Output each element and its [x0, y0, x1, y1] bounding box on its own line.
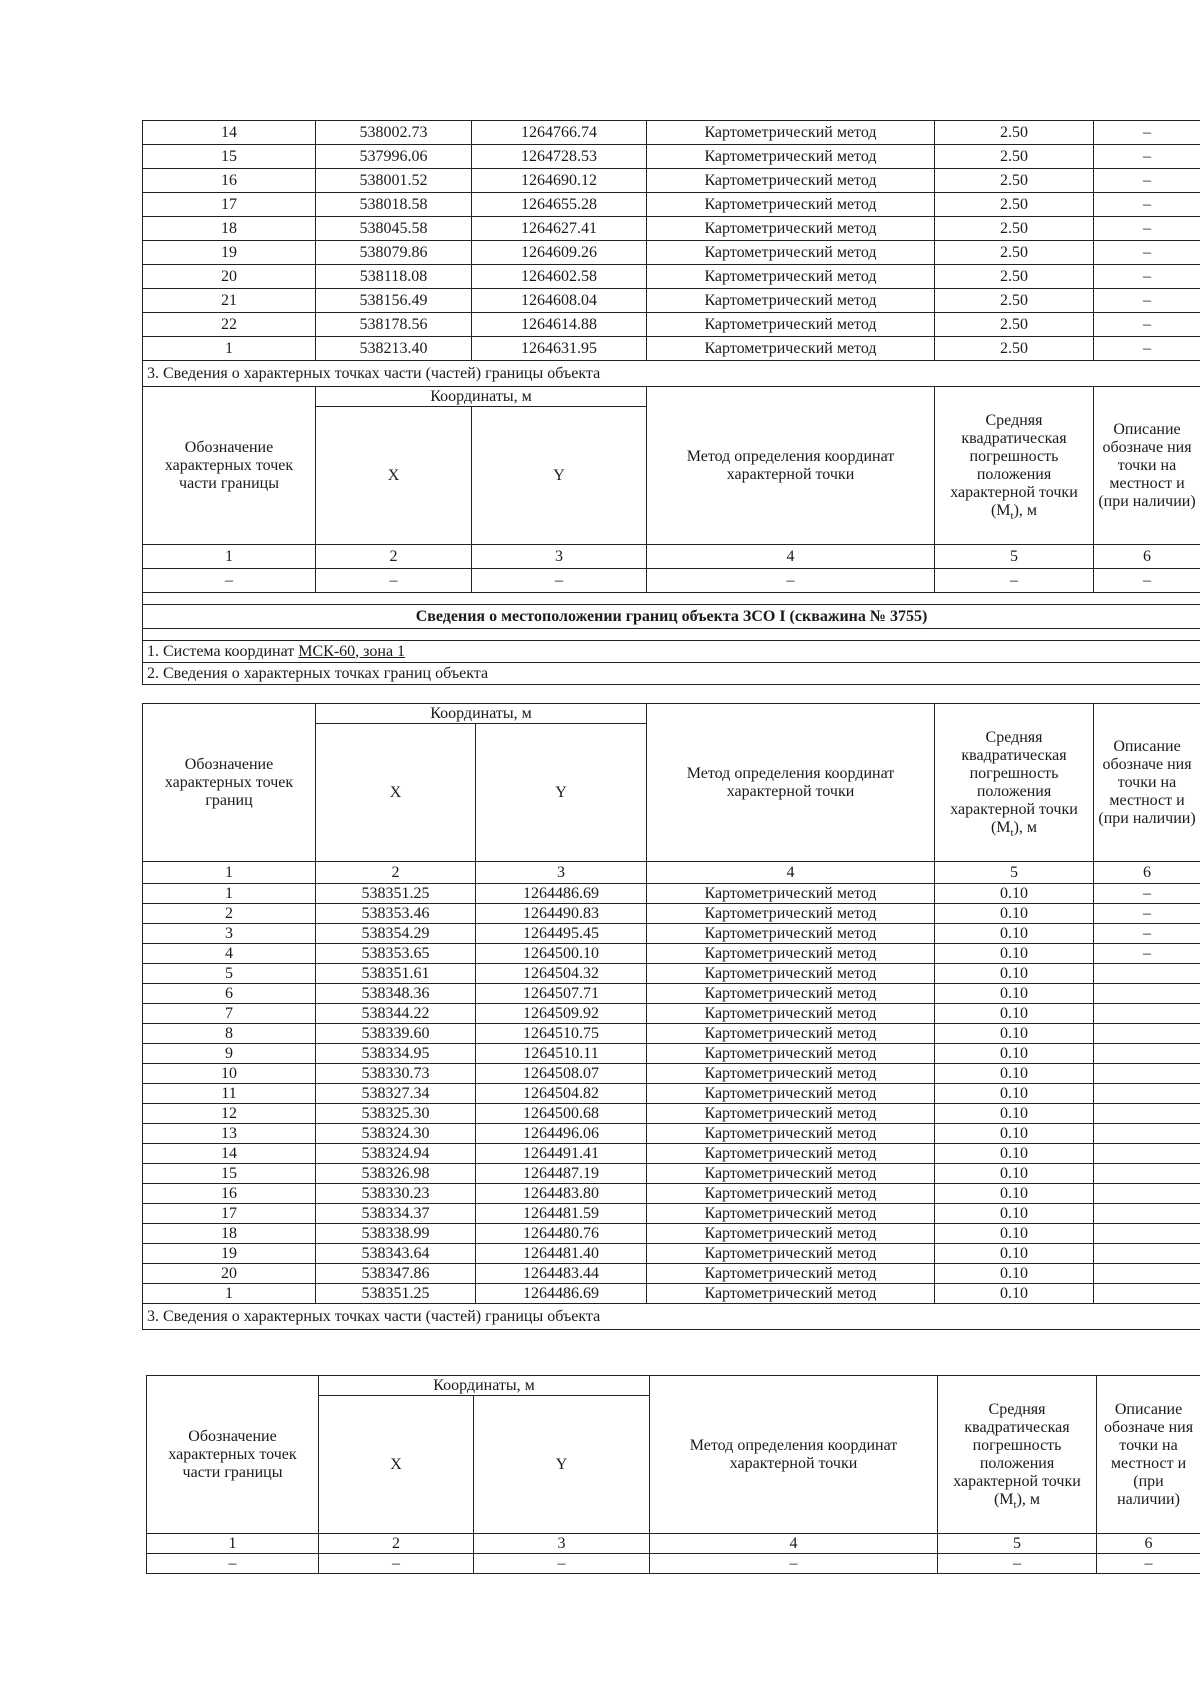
table-row — [143, 1084, 1200, 1104]
method: Картометрический метод — [647, 1204, 935, 1224]
coord-x: 538353.65 — [316, 944, 476, 964]
coord-x: 538348.36 — [316, 984, 476, 1004]
empty-dash: – — [1094, 569, 1200, 593]
coord-y: 1264481.40 — [476, 1244, 647, 1264]
col-number: 4 — [647, 545, 935, 569]
coord-x: 538353.46 — [316, 904, 476, 924]
coord-x: 538178.56 — [316, 313, 472, 337]
error-value: 0.10 — [935, 1284, 1094, 1304]
header-error-sub: t — [1010, 509, 1014, 522]
coord-y: 1264500.68 — [476, 1104, 647, 1124]
zso-points-body — [143, 884, 1200, 1304]
error-value: 2.50 — [935, 265, 1094, 289]
coord-y: 1264481.59 — [476, 1204, 647, 1224]
coord-x: 538324.30 — [316, 1124, 476, 1144]
coord-y: 1264609.26 — [472, 241, 647, 265]
method: Картометрический метод — [647, 1124, 935, 1144]
description: – — [1094, 884, 1200, 904]
point-number: 16 — [143, 169, 316, 193]
table-row — [143, 241, 1200, 265]
coord-x: 538351.25 — [316, 884, 476, 904]
empty-dash: – — [147, 1554, 319, 1574]
coord-y: 1264480.76 — [476, 1224, 647, 1244]
coord-y: 1264510.75 — [476, 1024, 647, 1044]
method: Картометрический метод — [647, 964, 935, 984]
header-error-main: Средняя квадратическая погрешность положения характерной точки (M — [953, 1400, 1081, 1508]
table-row — [143, 1004, 1200, 1024]
col-number: 1 — [147, 1534, 319, 1554]
error-value: 2.50 — [935, 289, 1094, 313]
table-row — [143, 1244, 1200, 1264]
table-row — [143, 1024, 1200, 1044]
header-x: X — [316, 724, 476, 862]
coord-x: 538343.64 — [316, 1244, 476, 1264]
description: – — [1094, 241, 1200, 265]
table-row — [143, 193, 1200, 217]
coord-x: 538118.08 — [316, 265, 472, 289]
point-number: 3 — [143, 924, 316, 944]
error-value: 2.50 — [935, 241, 1094, 265]
col-number: 5 — [935, 862, 1094, 884]
point-number: 2 — [143, 904, 316, 924]
method: Картометрический метод — [647, 1104, 935, 1124]
description: – — [1094, 904, 1200, 924]
method: Картометрический метод — [647, 1284, 935, 1304]
point-number: 14 — [143, 121, 316, 145]
col-number: 2 — [319, 1534, 474, 1554]
coord-system-label: 1. Система координат — [147, 642, 299, 660]
coord-y: 1264627.41 — [472, 217, 647, 241]
method: Картометрический метод — [647, 1224, 935, 1244]
coord-x: 538339.60 — [316, 1024, 476, 1044]
point-number: 17 — [143, 1204, 316, 1224]
header-error-main: Средняя квадратическая погрешность положения характерной точки (M — [950, 728, 1078, 836]
col-number: 5 — [938, 1534, 1097, 1554]
coord-x: 538338.99 — [316, 1224, 476, 1244]
point-number: 18 — [143, 1224, 316, 1244]
point-number: 14 — [143, 1144, 316, 1164]
description: – — [1094, 924, 1200, 944]
table-row — [143, 1104, 1200, 1124]
header-coords: Координаты, м — [319, 1376, 650, 1396]
coord-x: 538330.23 — [316, 1184, 476, 1204]
coord-x: 538045.58 — [316, 217, 472, 241]
point-number: 16 — [143, 1184, 316, 1204]
description — [1094, 1164, 1200, 1184]
table-row — [143, 964, 1200, 984]
coord-y: 1264766.74 — [472, 121, 647, 145]
description: – — [1094, 217, 1200, 241]
description: – — [1094, 145, 1200, 169]
error-value: 2.50 — [935, 337, 1094, 361]
method: Картометрический метод — [647, 1064, 935, 1084]
points-table-continued — [142, 120, 1200, 685]
table-row — [143, 265, 1200, 289]
method: Картометрический метод — [647, 984, 935, 1004]
error-value: 0.10 — [935, 1124, 1094, 1144]
empty-dash: – — [316, 569, 472, 593]
point-number: 20 — [143, 1264, 316, 1284]
header-error-main: Средняя квадратическая погрешность положения характерной точки (M — [950, 411, 1078, 519]
header-coords: Координаты, м — [316, 387, 647, 407]
point-number: 17 — [143, 193, 316, 217]
coord-y: 1264655.28 — [472, 193, 647, 217]
col-number: 6 — [1097, 1534, 1200, 1554]
method: Картометрический метод — [647, 944, 935, 964]
table-row — [143, 884, 1200, 904]
method: Картометрический метод — [647, 1144, 935, 1164]
coord-y: 1264509.92 — [476, 1004, 647, 1024]
description: – — [1094, 337, 1200, 361]
table-row — [143, 145, 1200, 169]
description — [1094, 1124, 1200, 1144]
error-value: 0.10 — [935, 1244, 1094, 1264]
coord-x: 538001.52 — [316, 169, 472, 193]
table-row — [143, 904, 1200, 924]
header-designation: Обозначение характерных точек части границы — [147, 1376, 319, 1534]
coord-y: 1264608.04 — [472, 289, 647, 313]
coord-x: 538344.22 — [316, 1004, 476, 1024]
header-error-sub: t — [1013, 1498, 1017, 1511]
error-value: 0.10 — [935, 1264, 1094, 1284]
description — [1094, 984, 1200, 1004]
header-description: Описание обозначе ния точки на местност и (при наличии) — [1097, 1376, 1200, 1534]
description — [1094, 1144, 1200, 1164]
point-number: 10 — [143, 1064, 316, 1084]
description — [1094, 1184, 1200, 1204]
coord-y: 1264602.58 — [472, 265, 647, 289]
coord-x: 538079.86 — [316, 241, 472, 265]
header-error — [935, 704, 1094, 862]
method: Картометрический метод — [647, 121, 935, 145]
error-value: 0.10 — [935, 964, 1094, 984]
coord-x: 538002.73 — [316, 121, 472, 145]
description — [1094, 1084, 1200, 1104]
empty-dash: – — [650, 1554, 938, 1574]
col-number: 5 — [935, 545, 1094, 569]
header-error-tail: ), м — [1013, 818, 1038, 836]
empty-dash: – — [935, 569, 1094, 593]
description — [1094, 1004, 1200, 1024]
error-value: 0.10 — [935, 1104, 1094, 1124]
error-value: 0.10 — [935, 1004, 1094, 1024]
point-number: 19 — [143, 241, 316, 265]
header-method: Метод определения координат характерной точки — [647, 704, 935, 862]
method: Картометрический метод — [647, 1184, 935, 1204]
point-number: 11 — [143, 1084, 316, 1104]
coord-x: 538334.95 — [316, 1044, 476, 1064]
col-number: 3 — [472, 545, 647, 569]
method: Картометрический метод — [647, 289, 935, 313]
coord-y: 1264508.07 — [476, 1064, 647, 1084]
error-value: 0.10 — [935, 884, 1094, 904]
header-x: X — [319, 1396, 474, 1534]
table-row — [143, 1284, 1200, 1304]
coord-y: 1264483.80 — [476, 1184, 647, 1204]
point-number: 1 — [143, 1284, 316, 1304]
coord-y: 1264504.82 — [476, 1084, 647, 1104]
method: Картометрический метод — [647, 1264, 935, 1284]
point-number: 20 — [143, 265, 316, 289]
description: – — [1094, 313, 1200, 337]
header-error-tail: ), м — [1013, 501, 1038, 519]
empty-dash: – — [647, 569, 935, 593]
coord-y: 1264483.44 — [476, 1264, 647, 1284]
coord-y: 1264486.69 — [476, 1284, 647, 1304]
table-row — [143, 121, 1200, 145]
description: – — [1094, 169, 1200, 193]
coord-y: 1264491.41 — [476, 1144, 647, 1164]
col-number: 2 — [316, 545, 472, 569]
points-table-body — [143, 121, 1200, 361]
error-value: 0.10 — [935, 904, 1094, 924]
description — [1094, 964, 1200, 984]
table-row — [143, 1144, 1200, 1164]
coord-x: 538334.37 — [316, 1204, 476, 1224]
header-y: Y — [474, 1396, 650, 1534]
col-number: 6 — [1094, 545, 1200, 569]
section2-title: 2. Сведения о характерных точках границ объекта — [143, 663, 1200, 685]
empty-dash: – — [143, 569, 316, 593]
coord-y: 1264690.12 — [472, 169, 647, 193]
coord-y: 1264500.10 — [476, 944, 647, 964]
description — [1094, 1104, 1200, 1124]
coord-x: 538213.40 — [316, 337, 472, 361]
coord-system — [143, 641, 1200, 663]
method: Картометрический метод — [647, 1244, 935, 1264]
method: Картометрический метод — [647, 924, 935, 944]
method: Картометрический метод — [647, 241, 935, 265]
coord-x: 537996.06 — [316, 145, 472, 169]
coord-y: 1264631.95 — [472, 337, 647, 361]
coord-x: 538018.58 — [316, 193, 472, 217]
table-row — [143, 924, 1200, 944]
table-row — [143, 217, 1200, 241]
coord-x: 538354.29 — [316, 924, 476, 944]
header-description: Описание обозначе ния точки на местност и (при наличии) — [1094, 387, 1200, 545]
header-error — [938, 1376, 1097, 1534]
header-coords: Координаты, м — [316, 704, 647, 724]
header-designation: Обозначение характерных точек части границы — [143, 387, 316, 545]
table-row — [143, 1264, 1200, 1284]
error-value: 0.10 — [935, 924, 1094, 944]
method: Картометрический метод — [647, 145, 935, 169]
section3-title-2: 3. Сведения о характерных точках части (частей) границы объекта — [143, 1304, 1200, 1330]
method: Картометрический метод — [647, 1004, 935, 1024]
coord-x: 538347.86 — [316, 1264, 476, 1284]
table-row — [143, 289, 1200, 313]
error-value: 0.10 — [935, 984, 1094, 1004]
method: Картометрический метод — [647, 904, 935, 924]
coord-y: 1264496.06 — [476, 1124, 647, 1144]
method: Картометрический метод — [647, 1044, 935, 1064]
header-y: Y — [476, 724, 647, 862]
point-number: 12 — [143, 1104, 316, 1124]
point-number: 18 — [143, 217, 316, 241]
error-value: 2.50 — [935, 193, 1094, 217]
table-row — [143, 1124, 1200, 1144]
description: – — [1094, 121, 1200, 145]
point-number: 7 — [143, 1004, 316, 1024]
col-number: 3 — [474, 1534, 650, 1554]
error-value: 2.50 — [935, 313, 1094, 337]
header-error-tail: ), м — [1016, 1490, 1041, 1508]
table-row — [143, 1184, 1200, 1204]
table-row — [143, 1204, 1200, 1224]
col-number: 3 — [476, 862, 647, 884]
coord-y: 1264504.32 — [476, 964, 647, 984]
method: Картометрический метод — [647, 193, 935, 217]
point-number: 15 — [143, 1164, 316, 1184]
error-value: 0.10 — [935, 944, 1094, 964]
error-value: 2.50 — [935, 169, 1094, 193]
table-row — [143, 337, 1200, 361]
header-x: X — [316, 407, 472, 545]
col-number: 1 — [143, 545, 316, 569]
error-value: 2.50 — [935, 145, 1094, 169]
table-row — [143, 1224, 1200, 1244]
method: Картометрический метод — [647, 1164, 935, 1184]
description: – — [1094, 193, 1200, 217]
coord-y: 1264490.83 — [476, 904, 647, 924]
coord-y: 1264728.53 — [472, 145, 647, 169]
empty-dash: – — [474, 1554, 650, 1574]
empty-dash: – — [1097, 1554, 1200, 1574]
empty-dash: – — [319, 1554, 474, 1574]
part-points-table — [146, 1375, 1200, 1574]
point-number: 8 — [143, 1024, 316, 1044]
point-number: 13 — [143, 1124, 316, 1144]
coord-system-value: МСК-60, зона 1 — [298, 642, 406, 660]
coord-x: 538330.73 — [316, 1064, 476, 1084]
coord-y: 1264495.45 — [476, 924, 647, 944]
section3-title: 3. Сведения о характерных точках части (частей) границы объекта — [143, 361, 1200, 387]
header-error — [935, 387, 1094, 545]
error-value: 0.10 — [935, 1024, 1094, 1044]
header-error-sub: t — [1010, 826, 1014, 839]
method: Картометрический метод — [647, 884, 935, 904]
error-value: 2.50 — [935, 217, 1094, 241]
error-value: 0.10 — [935, 1184, 1094, 1204]
description — [1094, 1024, 1200, 1044]
point-number: 1 — [143, 337, 316, 361]
coord-y: 1264507.71 — [476, 984, 647, 1004]
table-row — [143, 313, 1200, 337]
table-row — [143, 1044, 1200, 1064]
coord-y: 1264486.69 — [476, 884, 647, 904]
zso-points-table — [142, 703, 1200, 1330]
col-number: 2 — [316, 862, 476, 884]
empty-dash: – — [938, 1554, 1097, 1574]
method: Картометрический метод — [647, 1024, 935, 1044]
description — [1094, 1044, 1200, 1064]
table-row — [143, 944, 1200, 964]
coord-x: 538327.34 — [316, 1084, 476, 1104]
point-number: 19 — [143, 1244, 316, 1264]
error-value: 0.10 — [935, 1204, 1094, 1224]
zso-title: Сведения о местоположении границ объекта ЗСО I (скважина № 3755) — [143, 605, 1200, 629]
error-value: 0.10 — [935, 1224, 1094, 1244]
point-number: 4 — [143, 944, 316, 964]
table-row — [143, 1064, 1200, 1084]
description: – — [1094, 944, 1200, 964]
description — [1094, 1204, 1200, 1224]
coord-x: 538156.49 — [316, 289, 472, 313]
method: Картометрический метод — [647, 313, 935, 337]
coord-y: 1264487.19 — [476, 1164, 647, 1184]
error-value: 0.10 — [935, 1144, 1094, 1164]
header-designation: Обозначение характерных точек границ — [143, 704, 316, 862]
coord-y: 1264510.11 — [476, 1044, 647, 1064]
method: Картометрический метод — [647, 265, 935, 289]
method: Картометрический метод — [647, 169, 935, 193]
coord-x: 538324.94 — [316, 1144, 476, 1164]
error-value: 0.10 — [935, 1044, 1094, 1064]
point-number: 21 — [143, 289, 316, 313]
table-row — [143, 984, 1200, 1004]
table-row — [143, 169, 1200, 193]
col-number: 4 — [647, 862, 935, 884]
empty-dash: – — [472, 569, 647, 593]
header-method: Метод определения координат характерной точки — [647, 387, 935, 545]
method: Картометрический метод — [647, 217, 935, 241]
coord-x: 538351.61 — [316, 964, 476, 984]
point-number: 1 — [143, 884, 316, 904]
point-number: 5 — [143, 964, 316, 984]
coord-x: 538351.25 — [316, 1284, 476, 1304]
col-number: 6 — [1094, 862, 1200, 884]
table-row — [143, 1164, 1200, 1184]
point-number: 22 — [143, 313, 316, 337]
error-value: 2.50 — [935, 121, 1094, 145]
description: – — [1094, 265, 1200, 289]
error-value: 0.10 — [935, 1164, 1094, 1184]
description: – — [1094, 289, 1200, 313]
description — [1094, 1264, 1200, 1284]
coord-x: 538325.30 — [316, 1104, 476, 1124]
description — [1094, 1244, 1200, 1264]
description — [1094, 1064, 1200, 1084]
method: Картометрический метод — [647, 337, 935, 361]
error-value: 0.10 — [935, 1064, 1094, 1084]
coord-x: 538326.98 — [316, 1164, 476, 1184]
col-number: 4 — [650, 1534, 938, 1554]
header-y: Y — [472, 407, 647, 545]
coord-y: 1264614.88 — [472, 313, 647, 337]
description — [1094, 1224, 1200, 1244]
header-description: Описание обозначе ния точки на местност и (при наличии) — [1094, 704, 1200, 862]
col-number: 1 — [143, 862, 316, 884]
point-number: 15 — [143, 145, 316, 169]
method: Картометрический метод — [647, 1084, 935, 1104]
header-method: Метод определения координат характерной точки — [650, 1376, 938, 1534]
point-number: 9 — [143, 1044, 316, 1064]
point-number: 6 — [143, 984, 316, 1004]
error-value: 0.10 — [935, 1084, 1094, 1104]
description — [1094, 1284, 1200, 1304]
